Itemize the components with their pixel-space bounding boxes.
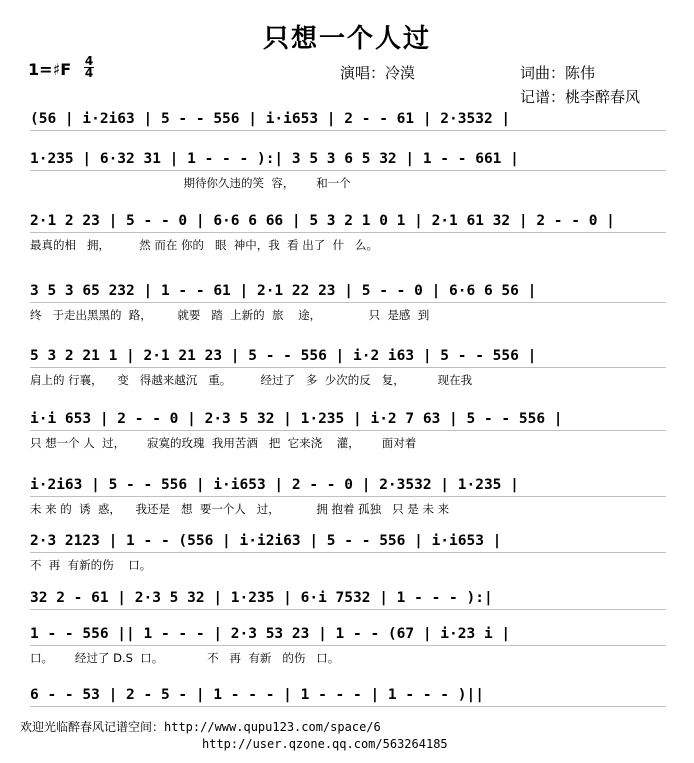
notes-line: 2·3 2123 | 1 - - (556 | i·i2i63 | 5 - - 556 | i·i653 |: [30, 533, 502, 549]
notes-line: (56 | i·2i63 | 5 - - 556 | i·i653 | 2 - - 61 | 2·3532 |: [30, 111, 511, 127]
singer-credit: 演唱：冷漠: [340, 64, 416, 82]
staff-row: [0, 148, 694, 190]
notes-line: 5 3 2 21 1 | 2·1 21 23 | 5 - - 556 | i·2 i63 | 5 - - 556 |: [30, 348, 537, 364]
composer-credit: 词曲：陈伟: [520, 64, 596, 82]
staff-row: [0, 587, 694, 615]
lyrics-line: 口。 经过了 D.S 口。 不 再 有新 的伤 口。: [30, 651, 340, 665]
beam-guide: [30, 130, 666, 132]
notes-line: 2·1 2 23 | 5 - - 0 | 6·6 6 66 | 5 3 2 1 0 1 | 2·1 61 32 | 2 - - 0 |: [30, 213, 615, 229]
staff-row: [0, 623, 694, 665]
notes-line: 3 5 3 65 232 | 1 - - 61 | 2·1 22 23 | 5 - - 0 | 6·6 6 56 |: [30, 283, 537, 299]
time-signature-top: 4: [84, 54, 94, 68]
transcriber-credit: 记谱：桃李醉春风: [520, 88, 641, 106]
notes-line: 32 2 - 61 | 2·3 5 32 | 1·235 | 6·i 7532 | 1 - - - ):|: [30, 590, 493, 606]
time-signature-bottom: 4: [84, 66, 94, 80]
notes-line: i·i 653 | 2 - - 0 | 2·3 5 32 | 1·235 | i·2 7 63 | 5 - - 556 |: [30, 411, 563, 427]
lyrics-line: 只 想一个 人 过， 寂寞的玫瑰 我用苦酒 把 它来浇 灌， 面对着: [30, 436, 417, 450]
footer-line-2: http://user.qzone.qq.com/563264185: [202, 737, 448, 751]
beam-guide: [30, 232, 666, 234]
staff-row: [0, 530, 694, 572]
footer-line-1: 欢迎光临醉春风记谱空间：http://www.qupu123.com/space/6: [20, 720, 381, 734]
notes-line: 1·235 | 6·32 31 | 1 - - - ):| 3 5 3 6 5 32 | 1 - - 661 |: [30, 151, 519, 167]
lyrics-line: 不 再 有新的伤 口。: [30, 558, 152, 572]
lyrics-line: 期待你久违的笑 容， 和一个: [30, 176, 351, 190]
beam-guide: [30, 430, 666, 432]
staff-row: [0, 408, 694, 450]
staff-row: [0, 345, 694, 387]
beam-guide: [30, 609, 666, 611]
staff-row: [0, 210, 694, 252]
notes-line: 6 - - 53 | 2 - 5 - | 1 - - - | 1 - - - | 1 - - - )||: [30, 687, 484, 703]
lyrics-line: 终 于走出黑黑的 路， 就要 踏 上新的 旅 途， 只 是感 到: [30, 308, 430, 322]
notes-line: i·2i63 | 5 - - 556 | i·i653 | 2 - - 0 | 2·3532 | 1·235 |: [30, 477, 519, 493]
notes-line: 1 - - 556 || 1 - - - | 2·3 53 23 | 1 - - (67 | i·23 i |: [30, 626, 511, 642]
staff-row: [0, 684, 694, 712]
lyrics-line: 最真的相 拥， 然 而在 你的 眼 神中，我 看 出了 什 么。: [30, 238, 379, 252]
staff-row: [0, 108, 694, 136]
key-signature: 1=♯F: [28, 60, 72, 79]
staff-row: [0, 474, 694, 516]
beam-guide: [30, 645, 666, 647]
beam-guide: [30, 706, 666, 708]
beam-guide: [30, 367, 666, 369]
song-title: 只想一个人过: [262, 24, 431, 54]
lyrics-line: 肩上的 行襄， 变 得越来越沉 重。 经过了 多 少次的反 复， 现在我: [30, 373, 473, 387]
beam-guide: [30, 552, 666, 554]
beam-guide: [30, 170, 666, 172]
beam-guide: [30, 302, 666, 304]
beam-guide: [30, 496, 666, 498]
time-signature: [84, 56, 94, 79]
lyrics-line: 未 来 的 诱 惑， 我还是 想 要一个人 过， 拥 抱着 孤独 只 是 未 来: [30, 502, 450, 516]
staff-row: [0, 280, 694, 322]
